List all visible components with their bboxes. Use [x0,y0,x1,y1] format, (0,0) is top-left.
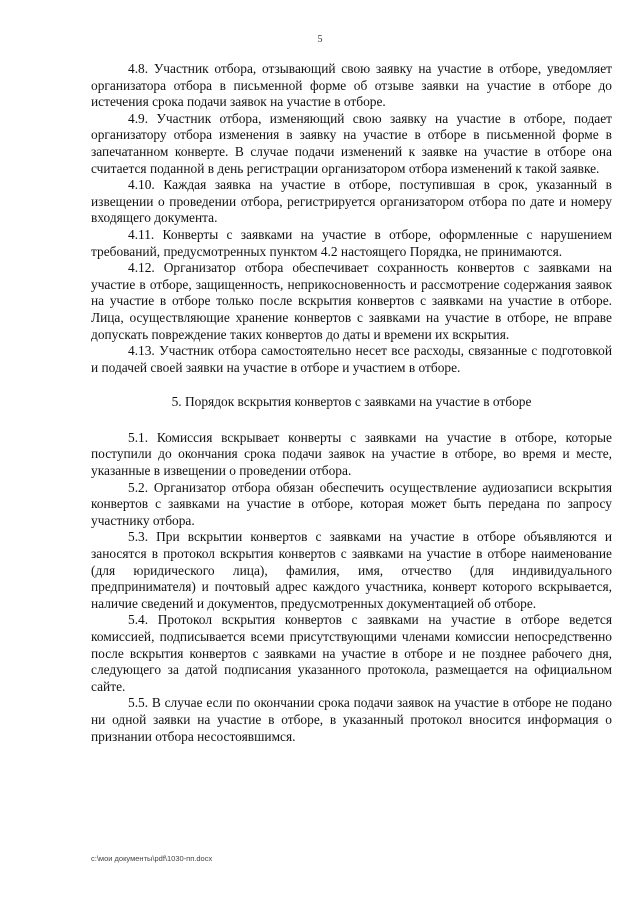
section-heading: 5. Порядок вскрытия конвертов с заявками на участие в отборе [171,394,532,410]
paragraph-5-4: 5.4. Протокол вскрытия конвертов с заявками на участие в отборе ведется комиссией, подписывается всеми присутствующими членами комиссии непосредственно после вскрытия конвертов с заявками на участие в отборе и не позднее рабочего дня, следующего за датой подписания указанного протокола, размещается на официальном сайте. [91,612,612,694]
page-number: 5 [317,34,323,45]
paragraph-4-13: 4.13. Участник отбора самостоятельно несет все расходы, связанные с подготовкой и подачей своей заявки на участие в отборе и участием в отборе. [91,343,612,375]
paragraph-5-2: 5.2. Организатор отбора обязан обеспечить осуществление аудиозаписи вскрытия конвертов с заявками на участие в отборе, которая может быть передана по запросу участнику отбора. [91,479,612,528]
paragraph-4-9: 4.9. Участник отбора, изменяющий свою заявку на участие в отборе, подает организатору отбора изменения в заявку на участие в отборе в письменной форме в запечатанном конверте. В случае подачи изменений к заявке на участие в отборе она считается поданной в день регистрации организатором отбора изменений к такой заявке. [91,110,612,176]
paragraph-4-10: 4.10. Каждая заявка на участие в отборе, поступившая в срок, указанный в извещении о проведении отбора, регистрируется организатором отбора по дате и номеру входящего документа. [91,177,612,226]
paragraph-5-3: 5.3. При вскрытии конвертов с заявками на участие в отборе объявляются и заносятся в протокол вскрытия конвертов с заявками на участие в отборе наименование (для юридического лица), фамилия, имя, отчество (для индивидуального предпринимателя) и почтовый адрес каждого участника, конверт которого вскрывается, наличие сведений и документов, предусмотренных документацией об отборе. [91,529,612,611]
footer-file-path: c:\мои документы\pdf\1030-пп.docx [91,854,213,863]
paragraph-4-8: 4.8. Участник отбора, отзывающий свою заявку на участие в отборе, уведомляет организатора отбора в письменной форме об отзыве заявки на участие в отборе до истечения срока подачи заявок на участие в отборе. [91,61,612,110]
paragraph-4-12: 4.12. Организатор отбора обеспечивает сохранность конвертов с заявками на участие в отборе, защищенность, неприкосновенность и рассмотрение содержания заявок на участие в отборе только после вскрытия конвертов с заявками на участие в отборе. Лица, осуществляющие хранение конвертов с заявками на участие в отборе, не вправе допускать повреждение таких конвертов до даты и времени их вскрытия. [91,260,612,342]
paragraph-5-5: 5.5. В случае если по окончании срока подачи заявок на участие в отборе не подано ни одной заявки на участие в отборе, в указанный протокол вносится информация о признании отбора несостоявшимся. [91,695,612,744]
paragraph-4-11: 4.11. Конверты с заявками на участие в отборе, оформленные с нарушением требований, предусмотренных пунктом 4.2 настоящего Порядка, не принимаются. [91,226,612,259]
paragraph-5-1: 5.1. Комиссия вскрывает конверты с заявками на участие в отборе, которые поступили до окончания срока подачи заявок на участие в отборе, во время и месте, указанные в извещении о проведении отбора. [91,429,612,479]
document-body [91,61,612,745]
